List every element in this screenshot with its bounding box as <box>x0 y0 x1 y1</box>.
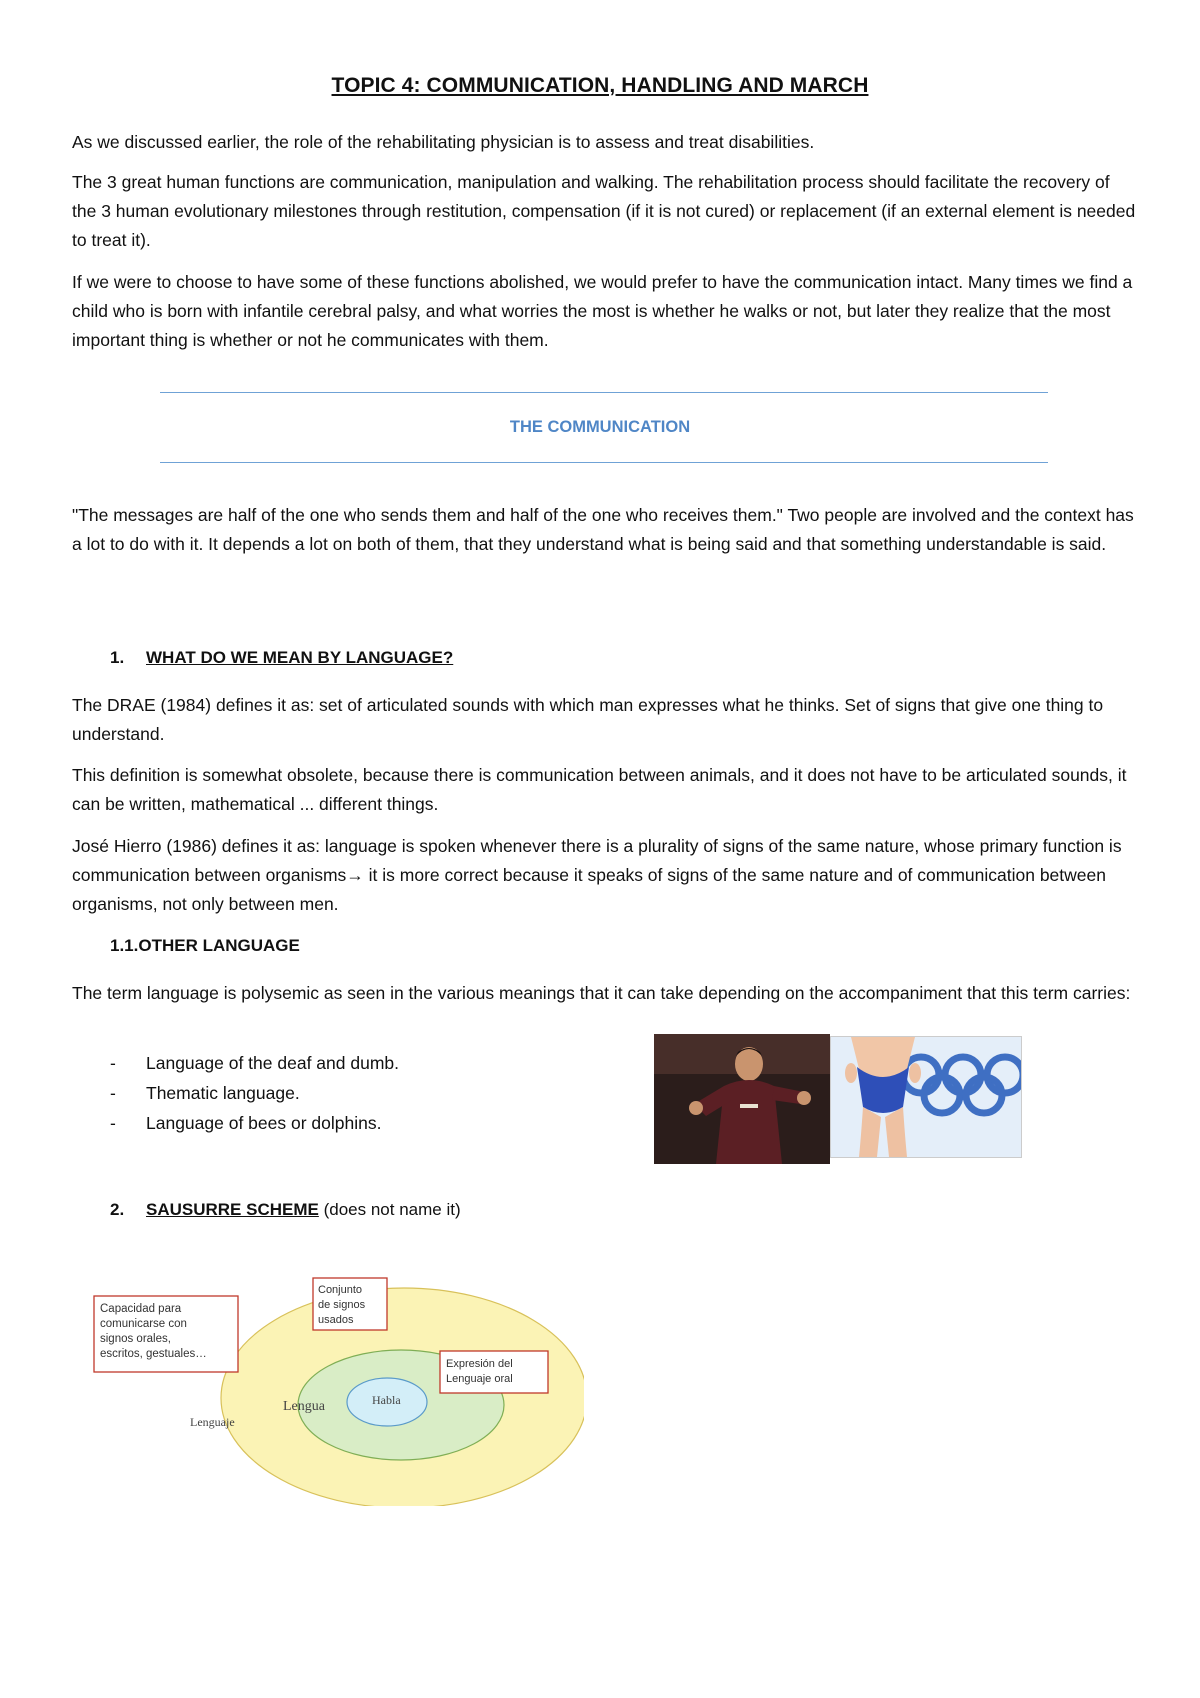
intro-paragraph-1: As we discussed earlier, the role of the rehabilitating physician is to assess and treat disabilities. <box>72 132 815 152</box>
language-types-list <box>110 1048 399 1138</box>
divider-bottom <box>160 462 1048 463</box>
section-2-number: 2. <box>110 1200 125 1219</box>
intro-paragraph-2: The 3 great human functions are communication, manipulation and walking. The rehabilitation process should facilitate the recovery of the 3 human evolutionary milestones through restitution, compensation (if it is not cured) or replacement (if an external element is needed to treat it). <box>72 172 1136 250</box>
list-item: - Language of the deaf and dumb. <box>110 1053 399 1073</box>
section-1-paragraph-3: José Hierro (1986) defines it as: language is spoken whenever there is a plurality of signs of the same nature, whose primary function is communication between organisms→ it is more correct because it speaks of signs of the same nature and of communication between organisms, not only between men. <box>72 836 1122 914</box>
olympic-illustration <box>831 1037 1021 1157</box>
lenguaje-label: Lenguaje <box>190 1415 235 1429</box>
list-item: - Language of bees or dolphins. <box>110 1113 382 1133</box>
expresion-box-text: Expresión del Lenguaje oral <box>446 1358 513 1385</box>
section-1-heading <box>110 648 453 668</box>
saussure-diagram <box>84 1256 584 1506</box>
section-1-1-paragraph: The term language is polysemic as seen in the various meanings that it can take depending on the accompaniment that this term carries: <box>72 983 1131 1003</box>
page-title: TOPIC 4: COMMUNICATION, HANDLING AND MARCH <box>331 74 869 97</box>
footballer-photo <box>654 1034 830 1164</box>
section-1-1-heading: 1.1.OTHER LANGUAGE <box>110 936 300 955</box>
section-1-number: 1. <box>110 648 125 667</box>
olympic-photo <box>830 1036 1022 1158</box>
capacidad-box-text: Capacidad para comunicarse con signos orales, escritos, gestuales… <box>100 1303 207 1360</box>
habla-label: Habla <box>372 1393 401 1407</box>
communication-paragraph: "The messages are half of the one who sends them and half of the one who receives them." Two people are involved and the context has a lot to do with it. It depends a lot on both of them, that they understand what is being said and that something understandable is said. <box>72 505 1134 554</box>
list-item: - Thematic language. <box>110 1083 300 1103</box>
section-2-note: (does not name it) <box>323 1200 461 1219</box>
conjunto-box-text: Conjunto de signos usados <box>318 1284 366 1326</box>
section-1-title: WHAT DO WE MEAN BY LANGUAGE? <box>146 648 454 667</box>
intro-paragraph-3: If we were to choose to have some of these functions abolished, we would prefer to have the communication intact. Many times we find a child who is born with infantile cerebral palsy, and what worries the most is whether he walks or not, but later they realize that the most important thing is whether or not he communicates with them. <box>72 272 1133 350</box>
section-1-paragraph-1: The DRAE (1984) defines it as: set of articulated sounds with which man expresses what he thinks. Set of signs that give one thing to understand. <box>72 695 1104 744</box>
divider-top <box>160 392 1048 393</box>
footballer-illustration <box>654 1034 830 1164</box>
lengua-label: Lengua <box>283 1399 325 1414</box>
section-1-paragraph-2: This definition is somewhat obsolete, because there is communication between animals, and it does not have to be articulated sounds, it can be written, mathematical ... different things. <box>72 765 1127 814</box>
section-2-heading <box>110 1200 461 1220</box>
section-2-title: SAUSURRE SCHEME <box>146 1200 319 1219</box>
section-heading-communication: THE COMMUNICATION <box>509 418 691 436</box>
